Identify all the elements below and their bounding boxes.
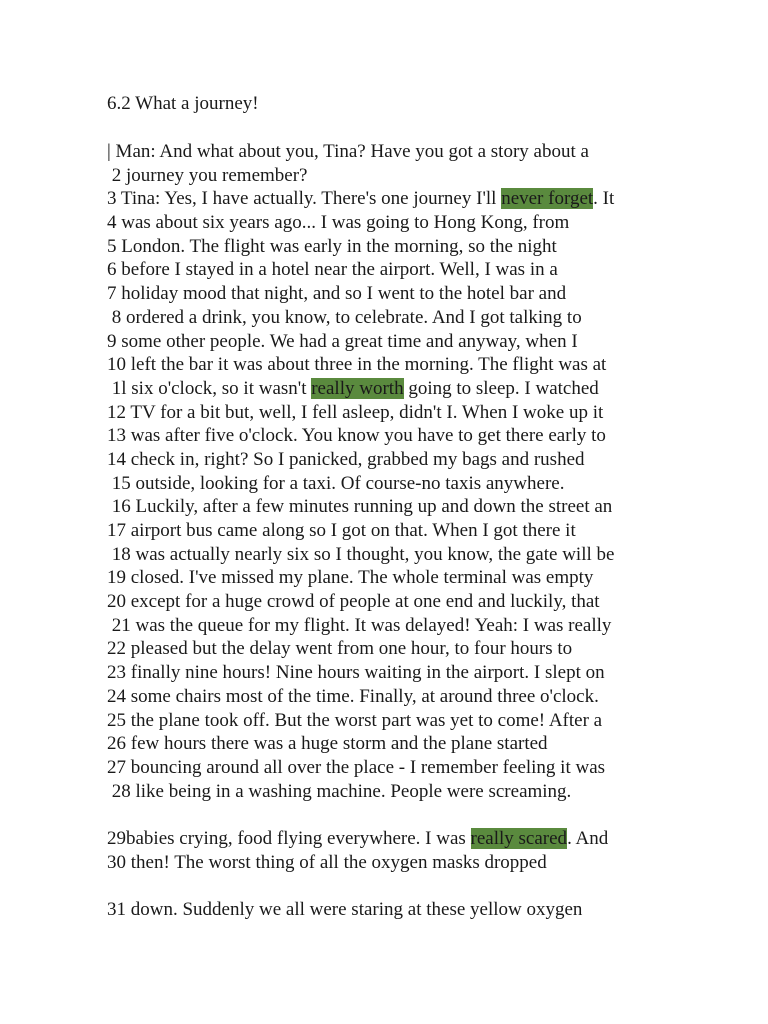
transcript-line bbox=[107, 164, 614, 188]
line-text: 28 like being in a washing machine. People were screaming. bbox=[107, 780, 572, 802]
line-text: 29babies crying, food flying everywhere. I was bbox=[107, 827, 471, 849]
highlighted-phrase: really worth bbox=[311, 377, 404, 399]
transcript-line bbox=[107, 898, 614, 922]
line-text: going to sleep. I watched bbox=[403, 377, 599, 399]
transcript-line bbox=[107, 614, 614, 638]
transcript-line bbox=[107, 377, 614, 401]
line-text: 16 Luckily, after a few minutes running up and down the street an bbox=[107, 496, 613, 518]
line-text: 15 outside, looking for a taxi. Of course-no taxis anywhere. bbox=[107, 472, 565, 494]
transcript-line bbox=[107, 756, 614, 780]
line-text: 10 left the bar it was about three in the morning. The flight was at bbox=[107, 354, 607, 376]
line-text: 18 was actually nearly six so I thought, you know, the gate will be bbox=[107, 543, 615, 565]
line-text: 21 was the queue for my flight. It was delayed! Yeah: I was really bbox=[107, 614, 612, 636]
transcript-line bbox=[107, 495, 614, 519]
transcript-body bbox=[107, 140, 614, 922]
line-text: 8 ordered a drink, you know, to celebrate. And I got talking to bbox=[107, 306, 582, 328]
transcript-line bbox=[107, 685, 614, 709]
line-text: . It bbox=[593, 188, 615, 210]
transcript-line bbox=[107, 590, 614, 614]
transcript-line bbox=[107, 709, 614, 733]
highlighted-phrase: really scared bbox=[470, 827, 568, 849]
line-text: 24 some chairs most of the time. Finally, at around three o'clock. bbox=[107, 685, 599, 707]
transcript-line bbox=[107, 827, 614, 851]
line-text: 6 before I stayed in a hotel near the airport. Well, I was in a bbox=[107, 259, 558, 281]
line-text: 26 few hours there was a huge storm and the plane started bbox=[107, 733, 548, 755]
highlighted-phrase: never forget bbox=[501, 188, 594, 210]
line-text: 22 pleased but the delay went from one hour, to four hours to bbox=[107, 638, 573, 660]
line-text: 13 was after five o'clock. You know you have to get there early to bbox=[107, 425, 606, 447]
transcript-line bbox=[107, 566, 614, 590]
transcript-line bbox=[107, 187, 614, 211]
line-text: 27 bouncing around all over the place - I remember feeling it was bbox=[107, 756, 606, 778]
transcript-line bbox=[107, 235, 614, 259]
line-text: 31 down. Suddenly we all were staring at these yellow oxygen bbox=[107, 899, 583, 920]
line-text: 2 journey you remember? bbox=[107, 164, 308, 186]
line-text: . And bbox=[567, 827, 609, 849]
transcript-line bbox=[107, 140, 614, 164]
line-text: 4 was about six years ago... I was going to Hong Kong, from bbox=[107, 212, 570, 234]
line-text: 9 some other people. We had a great time and anyway, when I bbox=[107, 330, 578, 352]
transcript-line bbox=[107, 851, 614, 875]
transcript-line bbox=[107, 637, 614, 661]
transcript-line bbox=[107, 401, 614, 425]
line-text: 23 finally nine hours! Nine hours waiting in the airport. I slept on bbox=[107, 662, 605, 684]
transcript-line bbox=[107, 661, 614, 685]
line-text: 14 check in, right? So I panicked, grabbed my bags and rushed bbox=[107, 448, 585, 470]
transcript-line bbox=[107, 258, 614, 282]
transcript-line bbox=[107, 448, 614, 472]
line-text: 12 TV for a bit but, well, I fell asleep, didn't I. When I woke up it bbox=[107, 401, 604, 423]
paragraph-gap bbox=[107, 803, 614, 827]
line-text: 3 Tina: Yes, I have actually. There's one journey I'll bbox=[107, 188, 502, 210]
document-title: 6.2 What a journey! bbox=[107, 93, 259, 114]
transcript-line bbox=[107, 543, 614, 567]
transcript-line bbox=[107, 330, 614, 354]
line-text: 1l six o'clock, so it wasn't bbox=[107, 377, 312, 399]
line-text: 20 except for a huge crowd of people at one end and luckily, that bbox=[107, 591, 600, 613]
transcript-line bbox=[107, 211, 614, 235]
transcript-line bbox=[107, 424, 614, 448]
transcript-line bbox=[107, 519, 614, 543]
line-text: 17 airport bus came along so I got on that. When I got there it bbox=[107, 520, 576, 541]
transcript-line bbox=[107, 472, 614, 496]
transcript-line bbox=[107, 306, 614, 330]
transcript-line bbox=[107, 282, 614, 306]
transcript-line bbox=[107, 353, 614, 377]
line-text: 7 holiday mood that night, and so I went to the hotel bar and bbox=[107, 283, 567, 305]
transcript-line bbox=[107, 780, 614, 804]
line-text: 30 then! The worst thing of all the oxygen masks dropped bbox=[107, 851, 547, 873]
line-text: 5 London. The flight was early in the morning, so the night bbox=[107, 235, 557, 257]
transcript-line bbox=[107, 732, 614, 756]
line-text: 19 closed. I've missed my plane. The whole terminal was empty bbox=[107, 567, 594, 589]
paragraph-gap bbox=[107, 874, 614, 898]
line-text: | Man: And what about you, Tina? Have you got a story about a bbox=[107, 141, 589, 162]
line-text: 25 the plane took off. But the worst part was yet to come! After a bbox=[107, 709, 603, 731]
